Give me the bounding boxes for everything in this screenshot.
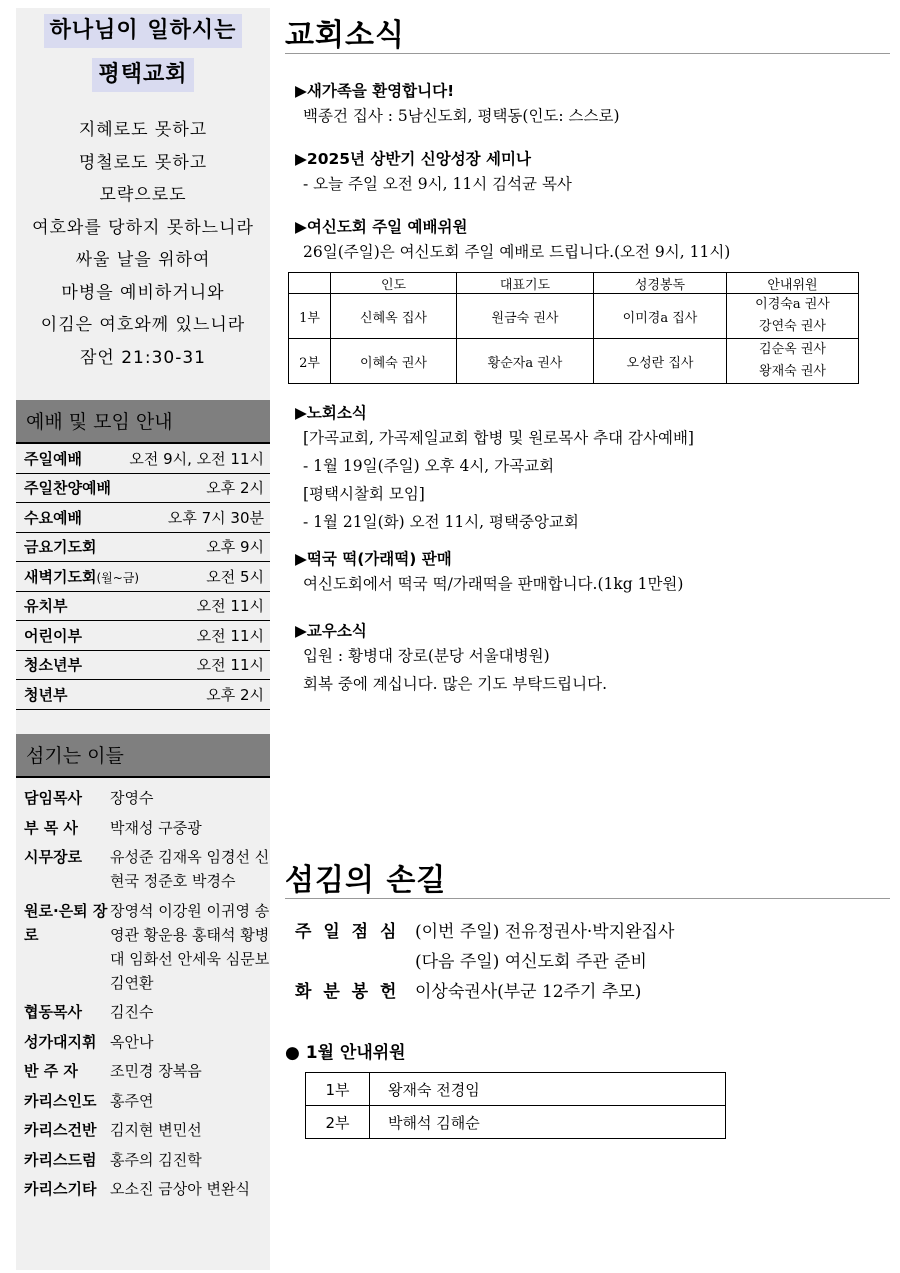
care-label: 주 일 점 심: [295, 922, 400, 942]
verse-reference: 잠언 21:30-31: [79, 347, 206, 368]
news-item-title: ▶여신도회 주일 예배위원: [295, 218, 468, 236]
table-cell: 신혜옥 집사: [331, 294, 457, 339]
care-label: [295, 948, 415, 976]
staff-role: 카리스건반: [24, 1121, 97, 1139]
news-item-title: ▶떡국 떡(가래떡) 판매: [295, 550, 452, 568]
table-cell: 2부: [289, 339, 331, 384]
usher-table: [288, 272, 859, 384]
care-lunch: [295, 918, 674, 946]
verse-line: 싸울 날을 위하여: [75, 250, 211, 270]
staff-names: 김지현 변민선: [110, 1121, 202, 1139]
staff-names: 조민경 장복음: [110, 1062, 202, 1080]
worship-name: [24, 654, 82, 675]
staff-row: [16, 1177, 270, 1201]
bible-verse: [16, 114, 270, 374]
worship-name: [24, 595, 67, 616]
sidebar: [16, 8, 270, 1270]
table-cell: [727, 339, 859, 384]
worship-time: 오전 5시: [206, 567, 264, 586]
staff-names: 홍주연: [110, 1091, 154, 1110]
care-value: (다음 주일) 여신도회 주관 준비: [415, 952, 647, 972]
staff-names: 박재성 구중광: [110, 818, 202, 837]
staff-row: [16, 845, 270, 893]
care-flowers: [295, 978, 641, 1006]
verse-line: 명철로도 못하고: [78, 152, 208, 173]
table-header: 대표기도: [457, 273, 594, 294]
staff-row: [16, 816, 270, 840]
worship-row: [16, 533, 270, 563]
worship-name-text: 주일찬양예배: [24, 479, 111, 498]
table-cell: [727, 294, 859, 339]
news-item-text: 입원 : 황병대 장로(분당 서울대병원): [303, 647, 550, 665]
news-item-text: 26일(주일)은 여신도회 주일 예배로 드립니다.(오전 9시, 11시): [303, 243, 731, 261]
news-item-text: 회복 중에 계십니다. 많은 기도 부탁드립니다.: [303, 675, 608, 693]
care-lunch-next: [295, 948, 647, 976]
worship-time: 오전 11시: [196, 656, 264, 675]
january-ushers-table: [305, 1072, 726, 1139]
news-item-text: - 1월 19일(주일) 오후 4시, 가곡교회: [303, 457, 555, 475]
table-header: 성경봉독: [594, 273, 727, 294]
january-ushers-title: ● 1월 안내위원: [285, 1043, 406, 1063]
staff-role: 카리스드럼: [24, 1150, 97, 1169]
church-slogan: 하나님이 일하시는: [44, 14, 243, 48]
staff-names: 장영수: [110, 789, 154, 807]
worship-row: [16, 474, 270, 504]
worship-name: [24, 684, 67, 705]
worship-row: [16, 562, 270, 592]
table-cell: 1부: [306, 1073, 370, 1106]
news-item-text: - 오늘 주일 오전 9시, 11시 김석균 목사: [303, 175, 572, 193]
worship-row: [16, 592, 270, 622]
news-item-text: - 1월 21일(화) 오전 11시, 평택중앙교회: [303, 513, 579, 531]
table-cell: 왕재숙 전경임: [370, 1073, 726, 1106]
news-title: 교회소식: [285, 10, 890, 54]
care-value: (이번 주일) 전유정권사·박지완집사: [415, 922, 675, 942]
care-label: 화 분 봉 헌: [295, 982, 400, 1002]
table-header: [289, 273, 331, 294]
worship-name-text: 청소년부: [24, 656, 82, 675]
worship-name-text: 어린이부: [24, 626, 82, 645]
news-item-title: ▶2025년 상반기 신앙성장 세미나: [295, 150, 531, 168]
staff-role: 반 주 자: [24, 1062, 78, 1080]
worship-row: [16, 444, 270, 474]
january-ushers-wrap: [305, 1072, 726, 1139]
news-item-text: [평택시찰회 모임]: [303, 485, 425, 503]
worship-name-text: 유치부: [24, 597, 68, 616]
staff-row: [16, 1148, 270, 1172]
worship-name: [24, 507, 82, 528]
table-cell: 1부: [289, 294, 331, 339]
staff-role: 시무장로: [24, 848, 82, 866]
staff-names: 홍주의 김진학: [110, 1150, 202, 1169]
news-item-title: ▶새가족을 환영합니다!: [295, 82, 455, 100]
staff-row: [16, 1030, 270, 1054]
table-cell: 황순자a 권사: [457, 339, 594, 384]
table-row: [306, 1106, 726, 1139]
news-seminar: [295, 146, 885, 196]
church-header: [16, 8, 270, 92]
staff-names: 유성준 김재옥 임경선 신현국 정준호 박경수: [110, 848, 270, 890]
staff-names: 오소진 금상아 변완식: [110, 1180, 250, 1198]
news-members: [295, 618, 885, 696]
worship-row: [16, 651, 270, 681]
worship-row: [16, 621, 270, 651]
verse-line: 지혜로도 못하고: [78, 120, 208, 140]
news-womens-sunday: [295, 214, 885, 264]
worship-row: [16, 503, 270, 533]
table-header: 안내위원: [727, 273, 859, 294]
worship-time: 오후 2시: [206, 479, 264, 498]
staff-names: 장영석 이강원 이귀영 송영관 황운용 홍태석 황병대 임화선 안세욱 심문보 김연환: [110, 901, 270, 992]
worship-name-text: 청년부: [24, 685, 68, 704]
table-cell: 오성란 집사: [594, 339, 727, 384]
staff-row: [16, 1118, 270, 1142]
worship-name-text: 수요예배: [24, 508, 82, 527]
staff-row: [16, 1059, 270, 1083]
staff-role: 카리스기타: [24, 1180, 97, 1198]
care-value: 이상숙권사(부군 12주기 추모): [415, 982, 642, 1002]
table-row: [289, 294, 859, 339]
worship-name-text: 금요기도회: [24, 538, 97, 557]
worship-time: 오후 9시: [206, 538, 264, 557]
worship-time: 오후 7시 30분: [167, 508, 264, 527]
news-presbytery: [295, 400, 885, 534]
worship-section-title: 예배 및 모임 안내: [16, 400, 270, 444]
worship-name: [24, 625, 82, 646]
table-cell: 이미경a 집사: [594, 294, 727, 339]
staff-row: [16, 1000, 270, 1024]
staff-row: [16, 899, 270, 995]
worship-name-text: 주일예배: [24, 449, 82, 468]
usher-name: 이경숙a 권사: [755, 297, 830, 312]
news-item-title: ▶노회소식: [295, 404, 367, 422]
table-row: [306, 1073, 726, 1106]
news-item-text: 여신도회에서 떡국 떡/가래떡을 판매합니다.(1kg 1만원): [303, 575, 684, 593]
usher-name: 김순옥 권사: [759, 342, 826, 357]
staff-names: 김진수: [110, 1003, 154, 1021]
news-item-text: 백종건 집사 : 5남신도회, 평택동(인도: 스스로): [303, 107, 620, 125]
staff-names: 옥안나: [110, 1032, 154, 1051]
worship-time: 오전 9시, 오전 11시: [129, 449, 264, 468]
verse-line: 모략으로도: [99, 185, 187, 205]
staff-row: [16, 1089, 270, 1113]
table-cell: 원금숙 권사: [457, 294, 594, 339]
worship-time: 오전 11시: [196, 597, 264, 616]
news-item-title: ▶교우소식: [295, 622, 367, 640]
worship-name: [24, 477, 111, 498]
table-cell: 2부: [306, 1106, 370, 1139]
staff-role: 카리스인도: [24, 1091, 97, 1110]
worship-schedule: [16, 400, 270, 710]
staff-role: 원로·은퇴 장 로: [24, 901, 108, 944]
worship-note: (월~금): [96, 570, 140, 585]
usher-name: 강연숙 권사: [759, 319, 826, 334]
worship-name-text: 새벽기도회: [24, 567, 97, 586]
table-row: [289, 339, 859, 384]
staff-section-title: 섬기는 이들: [16, 734, 270, 778]
staff-row: [16, 786, 270, 810]
staff-role: 부 목 사: [24, 818, 78, 837]
news-item-text: [가곡교회, 가곡제일교회 합병 및 원로목사 추대 감사예배]: [303, 429, 694, 447]
usher-table-wrap: [288, 272, 859, 384]
table-cell: 이혜숙 권사: [331, 339, 457, 384]
staff-role: 담임목사: [24, 789, 82, 807]
table-header: 인도: [331, 273, 457, 294]
worship-name: [24, 566, 139, 587]
staff-list: [16, 734, 270, 1201]
worship-time: 오전 11시: [196, 626, 264, 645]
verse-line: 여호와를 당하지 못하느니라: [32, 217, 254, 238]
care-title: 섬김의 손길: [285, 855, 890, 899]
worship-name: [24, 536, 96, 557]
verse-line: 이김은 여호와께 있느니라: [40, 315, 246, 335]
table-cell: 박해석 김해순: [370, 1106, 726, 1139]
worship-name: [24, 448, 82, 469]
worship-row: [16, 680, 270, 710]
news-ricecake-sale: [295, 546, 885, 596]
staff-role: 협동목사: [24, 1003, 82, 1021]
staff-role: 성가대지휘: [24, 1032, 97, 1051]
usher-name: 왕재숙 권사: [759, 364, 826, 379]
worship-time: 오후 2시: [206, 685, 264, 704]
church-name: 평택교회: [92, 58, 193, 92]
verse-line: 마병을 예비하거니와: [61, 282, 225, 303]
news-new-family: [295, 78, 885, 128]
